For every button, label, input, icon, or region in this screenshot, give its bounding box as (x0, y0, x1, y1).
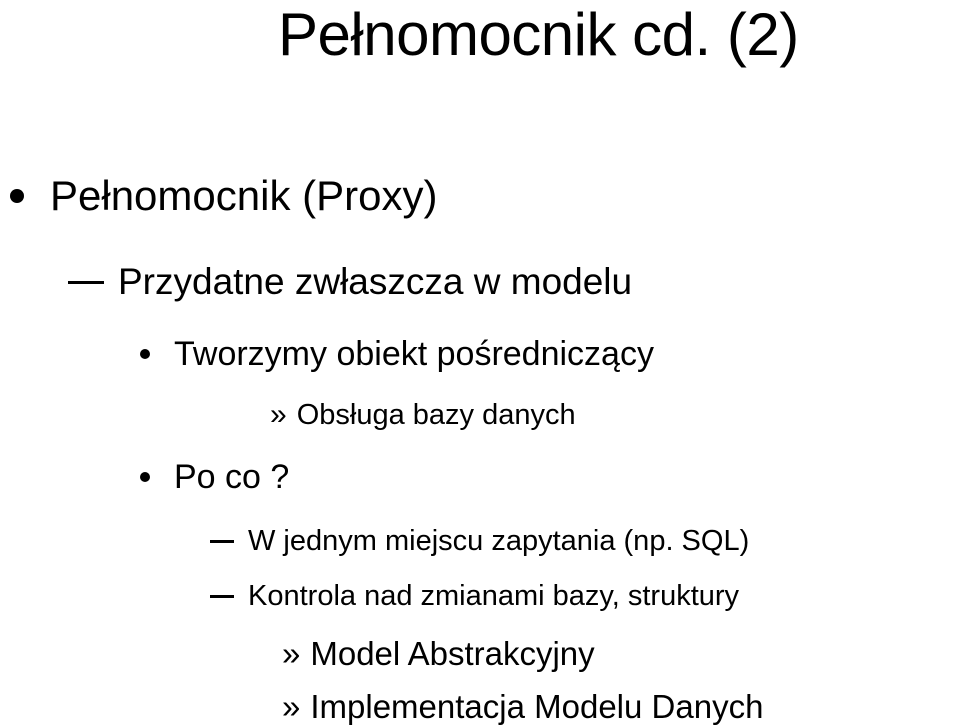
raquo-icon: » (282, 635, 301, 672)
dash-icon (210, 595, 234, 598)
bullet-text: Kontrola nad zmianami bazy, struktury (248, 579, 740, 612)
bullet-text: Po co ? (174, 457, 290, 496)
dash-icon (68, 281, 104, 284)
bullet-level1 (10, 168, 437, 224)
dash-icon (210, 540, 234, 543)
bullet-text: W jednym miejscu zapytania (np. SQL) (248, 524, 750, 557)
bullet-level3 (140, 455, 289, 499)
bullet-level3-dash (210, 574, 739, 618)
raquo-icon: » (282, 688, 301, 725)
bullet-level2 (68, 255, 632, 309)
bullet-dot-icon (10, 189, 24, 203)
bullet-level4 (282, 632, 595, 676)
bullet-dot-icon (140, 349, 150, 359)
bullet-level4 (270, 395, 576, 435)
bullet-level3-dash (210, 519, 749, 563)
bullet-level4 (282, 685, 763, 727)
bullet-level3 (140, 332, 654, 376)
bullet-text: Przydatne zwłaszcza w modelu (118, 261, 633, 302)
bullet-text: Obsługa bazy danych (296, 398, 576, 431)
raquo-icon: » (270, 398, 287, 431)
bullet-text: Implementacja Modelu Danych (310, 688, 764, 725)
bullet-text: Tworzymy obiekt pośredniczący (174, 334, 654, 373)
bullet-dot-icon (140, 472, 150, 482)
bullet-text: Pełnomocnik (Proxy) (50, 172, 438, 219)
bullet-text: Model Abstrakcyjny (310, 635, 595, 672)
slide-title: Pełnomocnik cd. (2) (278, 1, 799, 68)
